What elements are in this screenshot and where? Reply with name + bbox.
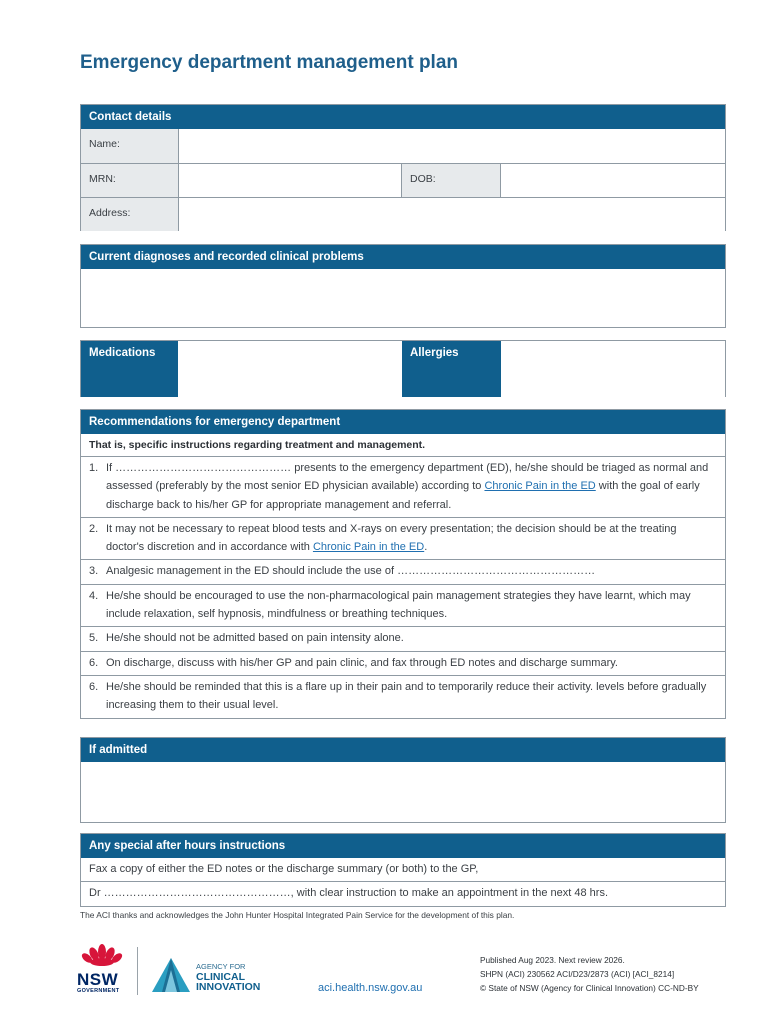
after-hours-line: Dr ……………………………………………, with clear instruction to make an appointment in the next 48 hrs. xyxy=(89,887,608,900)
recommendation-item: 6. On discharge, discuss with his/her GP and pain clinic, and fax through ED notes and discharge summary. xyxy=(81,652,725,676)
chronic-pain-link[interactable]: Chronic Pain in the ED xyxy=(312,541,425,554)
aci-line3: INNOVATION xyxy=(196,981,261,993)
aci-website-link[interactable]: aci.health.nsw.gov.au xyxy=(318,982,423,994)
page-title: Emergency department management plan xyxy=(80,52,458,73)
address-label: Address: xyxy=(81,198,179,231)
medications-field[interactable] xyxy=(178,341,402,397)
dob-field[interactable] xyxy=(501,164,725,197)
allergies-field[interactable] xyxy=(501,341,725,397)
name-field[interactable] xyxy=(179,129,725,163)
recommendation-item: 3. Analgesic management in the ED should include the use of ……………………………………………… xyxy=(81,560,725,584)
mrn-label: MRN: xyxy=(81,164,179,197)
after-hours-section xyxy=(80,833,726,907)
aci-triangle-icon xyxy=(150,956,192,994)
nsw-government-text: GOVERNMENT xyxy=(77,988,120,994)
published-text: Published Aug 2023. Next review 2026. xyxy=(480,955,625,965)
recommendation-item: 4. He/she should be encouraged to use the non-pharmacological pain management strategies they have learnt, which may include relaxation, self hypnosis, mindfulness or breathing techniques. xyxy=(81,585,725,628)
admitted-section xyxy=(80,737,726,823)
recommendations-section xyxy=(80,409,726,719)
chronic-pain-link[interactable]: Chronic Pain in the ED xyxy=(484,480,596,493)
diagnoses-header: Current diagnoses and recorded clinical problems xyxy=(81,245,725,269)
medications-section xyxy=(80,340,726,397)
aci-line2: CLINICAL xyxy=(196,971,245,983)
diagnoses-field[interactable] xyxy=(81,269,725,327)
shpn-text: SHPN (ACI) 230562 ACI/D23/2873 (ACI) [ACI_8214] xyxy=(480,969,675,979)
contact-details-section xyxy=(80,104,726,231)
recommendation-item: 5. He/she should not be admitted based on pain intensity alone. xyxy=(81,627,725,651)
nsw-wordmark: NSW xyxy=(77,970,119,989)
recommendations-header: Recommendations for emergency department xyxy=(81,410,725,434)
copyright-text: © State of NSW (Agency for Clinical Innovation) CC-ND-BY xyxy=(480,983,699,993)
medications-label: Medications xyxy=(81,341,178,397)
aci-line1: AGENCY FOR xyxy=(196,962,246,971)
acknowledgement-text: The ACI thanks and acknowledges the John Hunter Hospital Integrated Pain Service for the development of this plan. xyxy=(80,910,515,920)
mrn-field[interactable] xyxy=(179,164,402,197)
name-label: Name: xyxy=(81,129,179,163)
waratah-icon xyxy=(77,942,127,966)
admitted-field[interactable] xyxy=(81,762,725,822)
recommendation-item: 6. He/she should be reminded that this is a flare up in their pain and to temporarily reduce their activity. levels before gradually increasing them to their usual level. xyxy=(89,680,707,712)
dob-label: DOB: xyxy=(402,164,501,197)
recommendation-item: 1. If ………………………………………… presents to the emergency department (ED), he/she should be triaged as normal and assessed (preferably by the most senior ED physician available) according to Chronic Pain in the ED with the goal of early discharge back to his/her GP for appropriate management and referral. xyxy=(81,457,725,518)
allergies-label: Allergies xyxy=(402,341,501,397)
after-hours-line: Fax a copy of either the ED notes or the discharge summary (or both) to the GP, xyxy=(81,858,725,882)
recommendations-subheader: That is, specific instructions regarding treatment and management. xyxy=(81,434,725,457)
nsw-logo xyxy=(77,942,127,996)
publication-info xyxy=(480,953,699,995)
aci-logo xyxy=(150,956,280,996)
logo-divider xyxy=(137,947,138,995)
diagnoses-section xyxy=(80,244,726,328)
contact-details-header: Contact details xyxy=(81,105,725,129)
after-hours-header: Any special after hours instructions xyxy=(81,834,725,858)
admitted-header: If admitted xyxy=(81,738,725,762)
recommendation-item: 2. It may not be necessary to repeat blood tests and X-rays on every presentation; the decision should be at the treating doctor's discretion and in accordance with Chronic Pain in the ED. xyxy=(81,518,725,561)
address-field[interactable] xyxy=(179,198,725,231)
